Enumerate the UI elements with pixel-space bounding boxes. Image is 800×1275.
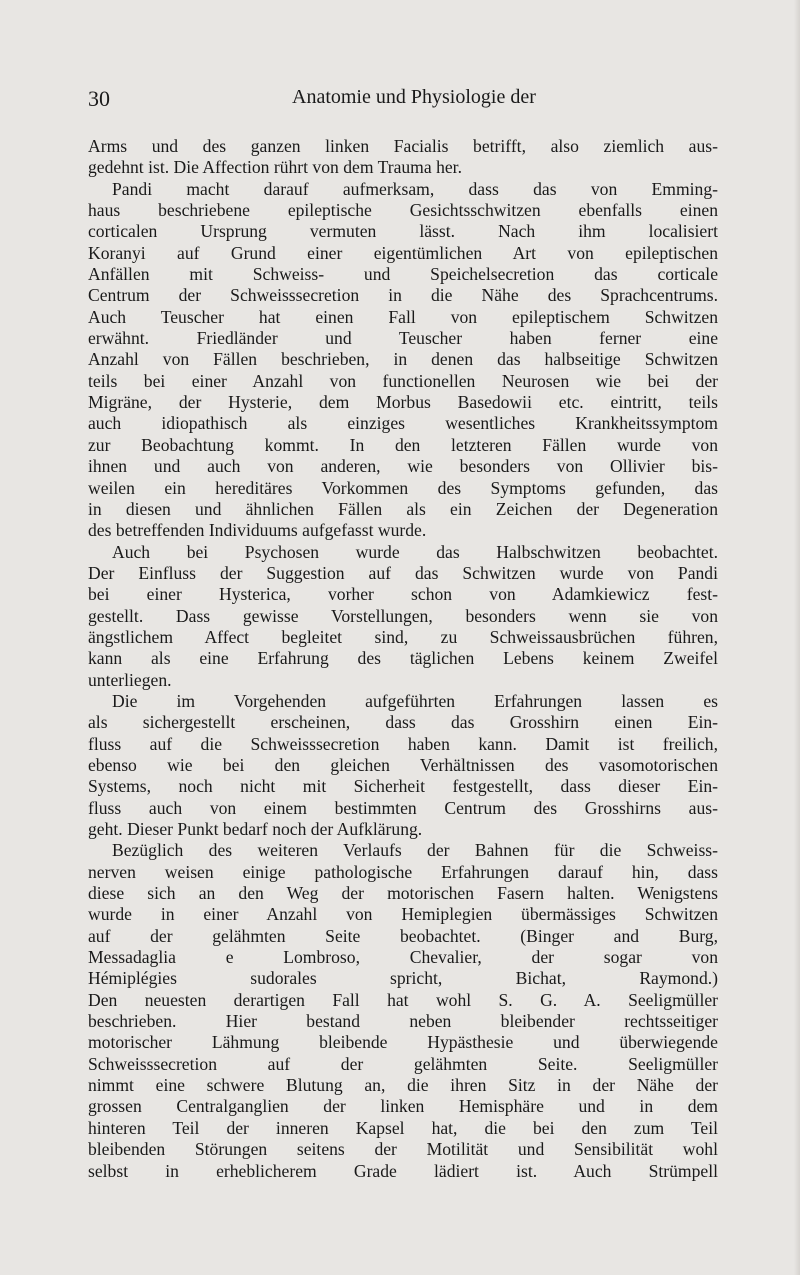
text-line: grossen Centralganglien der linken Hemisphäre und in dem <box>88 1096 718 1117</box>
text-line: Hémiplégies sudorales spricht, Bichat, Raymond.) <box>88 968 718 989</box>
text-line: geht. Dieser Punkt bedarf noch der Aufklärung. <box>88 819 423 839</box>
body-text <box>88 136 718 1182</box>
text-line: Messadaglia e Lombroso, Chevalier, der sogar von <box>88 947 718 968</box>
text-line: unterliegen. <box>88 669 172 690</box>
text-line: zur Beobachtung kommt. In den letzteren Fällen wurde von <box>88 434 718 455</box>
text-line: teils bei einer Anzahl von functionellen Neurosen wie bei der <box>88 370 718 391</box>
text-line: Centrum der Schweisssecretion in die Nähe des Sprachcentrums. <box>88 285 718 306</box>
text-line: Pandi macht darauf aufmerksam, dass das von Emming- <box>112 178 718 199</box>
text-line: Die im Vorgehenden aufgeführten Erfahrungen lassen es <box>112 690 718 711</box>
text-line: Anzahl von Fällen beschrieben, in denen das halbseitige Schwitzen <box>88 349 718 370</box>
text-line: selbst in erheblicherem Grade lädiert ist. Auch Strümpell <box>88 1160 718 1181</box>
text-line: gestellt. Dass gewisse Vorstellungen, besonders wenn sie von <box>88 605 718 626</box>
text-line: Auch Teuscher hat einen Fall von epileptischem Schwitzen <box>88 306 718 327</box>
text-line: Den neuesten derartigen Fall hat wohl S. G. A. Seeligmüller <box>88 989 718 1010</box>
text-line: ebenso wie bei den gleichen Verhältnissen des vasomotorischen <box>88 754 718 775</box>
text-line: haus beschriebene epileptische Gesichtsschwitzen ebenfalls einen <box>88 200 718 221</box>
text-line: Koranyi auf Grund einer eigentümlichen Art von epileptischen <box>88 242 718 263</box>
text-line: auf der gelähmten Seite beobachtet. (Binger and Burg, <box>88 925 718 946</box>
text-line: ihnen und auch von anderen, wie besonders von Ollivier bis- <box>88 456 718 477</box>
page-number: 30 <box>88 86 110 111</box>
page-header <box>0 86 800 116</box>
text-line: nerven weisen einige pathologische Erfahrungen darauf hin, dass <box>88 861 718 882</box>
text-line: beschrieben. Hier bestand neben bleibender rechtsseitiger <box>88 1011 718 1032</box>
text-line: Systems, noch nicht mit Sicherheit festgestellt, dass dieser Ein- <box>88 776 718 797</box>
text-line: in diesen und ähnlichen Fällen als ein Zeichen der Degeneration <box>88 498 718 519</box>
text-line: hinteren Teil der inneren Kapsel hat, die bei den zum Teil <box>88 1117 718 1138</box>
text-line: weilen ein hereditäres Vorkommen des Symptoms gefunden, das <box>88 477 718 498</box>
text-line: als sichergestellt erscheinen, dass das Grosshirn einen Ein- <box>88 712 718 733</box>
running-head: Anatomie und Physiologie der <box>292 86 536 108</box>
text-line: gedehnt ist. Die Affection rührt von dem Trauma her. <box>88 157 462 178</box>
text-line: fluss auf die Schweisssecretion haben kann. Damit ist freilich, <box>88 733 718 754</box>
text-line: Anfällen mit Schweiss- und Speichelsecretion das corticale <box>88 264 718 285</box>
text-line: bei einer Hysterica, vorher schon von Adamkiewicz fest- <box>88 584 718 605</box>
text-line: motorischer Lähmung bleibende Hypästhesie und überwiegende <box>88 1032 718 1053</box>
text-line: Bezüglich des weiteren Verlaufs der Bahnen für die Schweiss- <box>112 840 718 861</box>
text-line: ängstlichem Affect begleitet sind, zu Schweissausbrüchen führen, <box>88 626 718 647</box>
text-line: Auch bei Psychosen wurde das Halbschwitzen beobachtet. <box>112 541 718 562</box>
page-edge-shadow <box>794 0 800 1275</box>
text-line: Migräne, der Hysterie, dem Morbus Basedowii etc. eintritt, teils <box>88 392 718 413</box>
text-line: bleibenden Störungen seitens der Motilität und Sensibilität wohl <box>88 1139 718 1160</box>
text-line: Arms und des ganzen linken Facialis betrifft, also ziemlich aus- <box>88 136 718 156</box>
text-line: erwähnt. Friedländer und Teuscher haben ferner eine <box>88 328 718 349</box>
text-line: corticalen Ursprung vermuten lässt. Nach ihm localisiert <box>88 221 718 242</box>
text-line: nimmt eine schwere Blutung an, die ihren Sitz in der Nähe der <box>88 1075 718 1096</box>
text-line: des betreffenden Individuums aufgefasst wurde. <box>88 520 427 541</box>
text-line: diese sich an den Weg der motorischen Fasern halten. Wenigstens <box>88 883 718 904</box>
text-line: kann als eine Erfahrung des täglichen Lebens keinem Zweifel <box>88 648 718 669</box>
text-line: Schweisssecretion auf der gelähmten Seite. Seeligmüller <box>88 1053 718 1074</box>
text-line: auch idiopathisch als einziges wesentliches Krankheitssymptom <box>88 413 718 434</box>
text-line: wurde in einer Anzahl von Hemiplegien übermässiges Schwitzen <box>88 904 718 925</box>
text-line: fluss auch von einem bestimmten Centrum des Grosshirns aus- <box>88 797 718 818</box>
text-line: Der Einfluss der Suggestion auf das Schwitzen wurde von Pandi <box>88 562 718 583</box>
